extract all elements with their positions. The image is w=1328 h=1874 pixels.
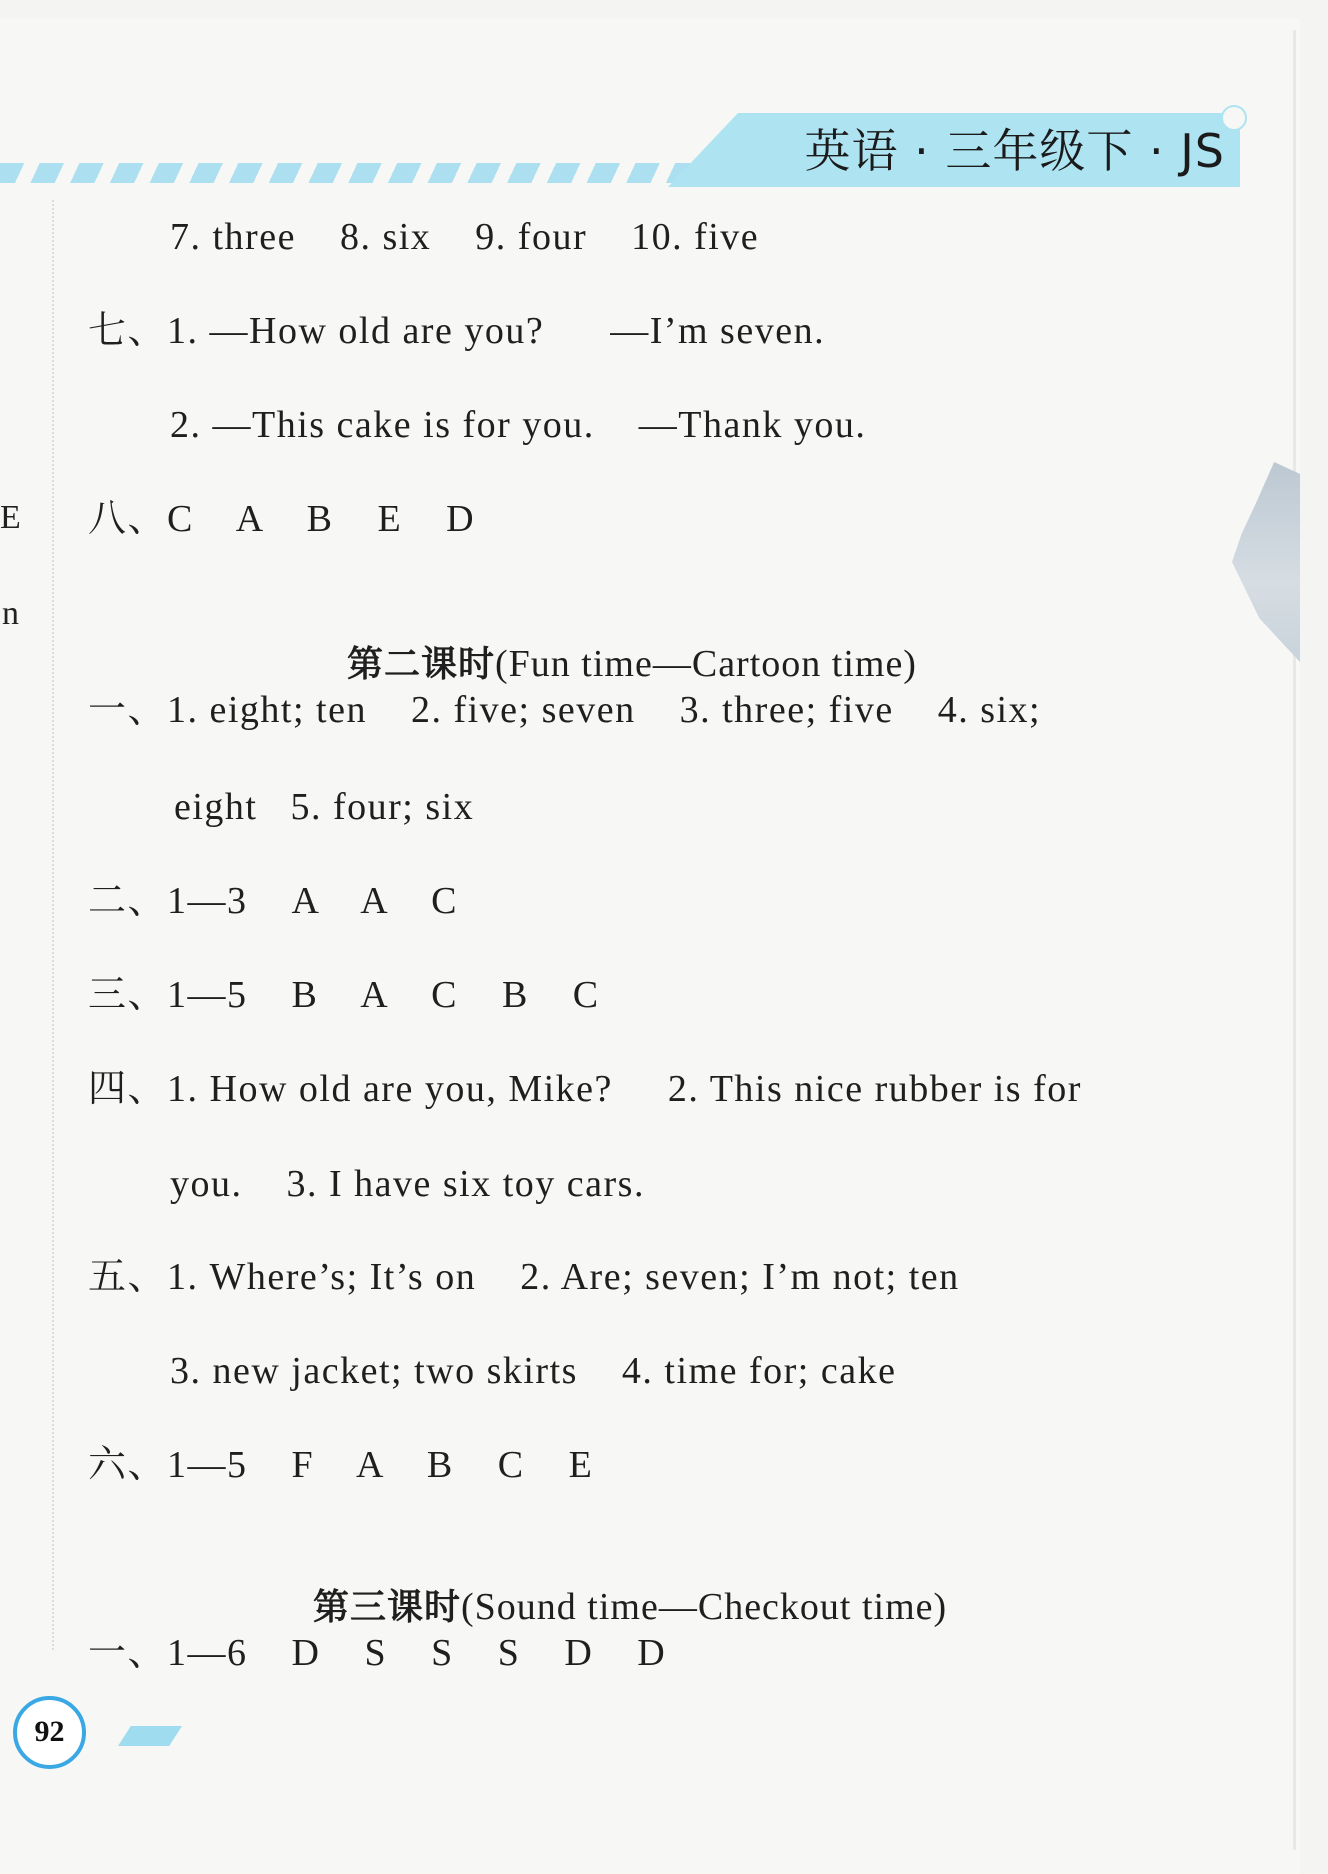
answer-line: 3. new jacket; two skirts 4. time for; cake <box>170 1350 897 1392</box>
page-number-badge: 92 <box>13 1696 86 1769</box>
answer-line: 八、C A B E D <box>88 498 476 540</box>
page-edge <box>1293 30 1296 1850</box>
answer-line: 五、1. Where’s; It’s on 2. Are; seven; I’m not; ten <box>88 1256 960 1298</box>
answer-line: 一、1—6 D S S S D D <box>88 1632 667 1674</box>
header-title: 英语 · 三年级下 · JS <box>804 124 1225 178</box>
answer-line: 2. —This cake is for you. —Thank you. <box>170 404 867 446</box>
section-title-cn: 第二课时 <box>347 644 496 685</box>
margin-fragment: E <box>0 499 21 536</box>
section-title-en: (Sound time—Checkout time) <box>461 1586 948 1628</box>
answer-line: eight 5. four; six <box>174 786 475 828</box>
section-title-lesson-3 <box>292 1535 947 1632</box>
answer-line: 七、1. —How old are you? —I’m seven. <box>88 310 826 352</box>
header-stripes <box>0 163 700 183</box>
section-title-en: (Fun time—Cartoon time) <box>495 643 917 685</box>
answer-line: 7. three 8. six 9. four 10. five <box>170 216 760 258</box>
answer-line: you. 3. I have six toy cars. <box>170 1163 645 1205</box>
answer-line: 三、1—5 B A C B C <box>88 974 600 1016</box>
section-title-lesson-2 <box>326 592 917 689</box>
margin-fragment: n <box>2 595 19 632</box>
answer-line: 二、1—3 A A C <box>88 880 458 922</box>
answer-line: 四、1. How old are you, Mike? 2. This nice rubber is for <box>88 1068 1082 1110</box>
answer-line: 一、1. eight; ten 2. five; seven 3. three; five 4. six; <box>88 689 1042 731</box>
answer-line: 六、1—5 F A B C E <box>88 1444 594 1486</box>
binding-dotted-line <box>52 200 54 1650</box>
section-title-cn: 第三课时 <box>313 1587 462 1628</box>
